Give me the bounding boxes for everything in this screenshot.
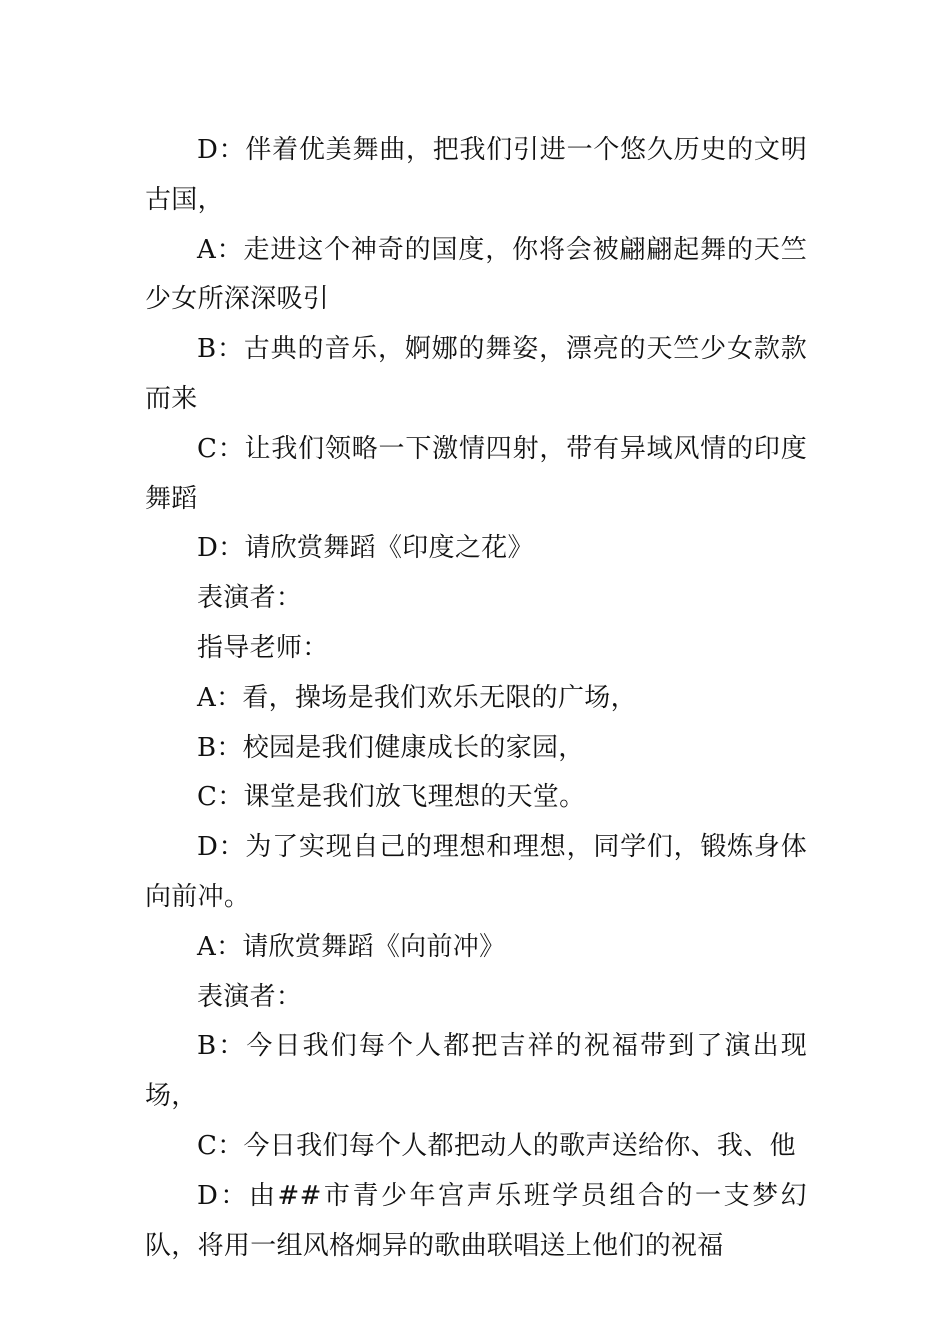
paragraph-9: B：校园是我们健康成长的家园， — [197, 732, 585, 763]
paragraph-11: D：为了实现自己的理想和理想，同学们，锻炼身体向前冲。 — [145, 832, 807, 912]
paragraph-14: B：今日我们每个人都把吉祥的祝福带到了演出现场， — [145, 1031, 807, 1112]
paragraph-15: C：今日我们每个人都把动人的歌声送给你、我、他 — [197, 1130, 796, 1161]
paragraph-6: 表演者： — [197, 583, 303, 614]
paragraph-4: C：让我们领略一下激情四射，带有异域风情的印度舞蹈 — [145, 433, 807, 514]
paragraph-2: A：走进这个神奇的国度，你将会被翩翩起舞的天竺少女所深深吸引 — [145, 234, 807, 315]
paragraph-8: A：看，操场是我们欢乐无限的广场， — [197, 682, 637, 713]
paragraph-7: 指导老师： — [197, 632, 329, 663]
paragraph-1: D：伴着优美舞曲，把我们引进一个悠久历史的文明古国， — [145, 135, 807, 215]
paragraph-5: D：请欣赏舞蹈《印度之花》 — [197, 533, 534, 564]
paragraph-16: D：由##市青少年宫声乐班学员组合的一支梦幻队，将用一组风格炯异的歌曲联唱送上他们的祝福 — [145, 1180, 807, 1261]
paragraph-10: C：课堂是我们放飞理想的天堂。 — [197, 782, 586, 813]
document-body — [145, 126, 807, 1271]
paragraph-3: B：古典的音乐，婀娜的舞姿，漂亮的天竺少女款款而来 — [145, 334, 807, 414]
paragraph-12: A：请欣赏舞蹈《向前冲》 — [197, 931, 506, 962]
paragraph-13: 表演者： — [197, 981, 303, 1012]
